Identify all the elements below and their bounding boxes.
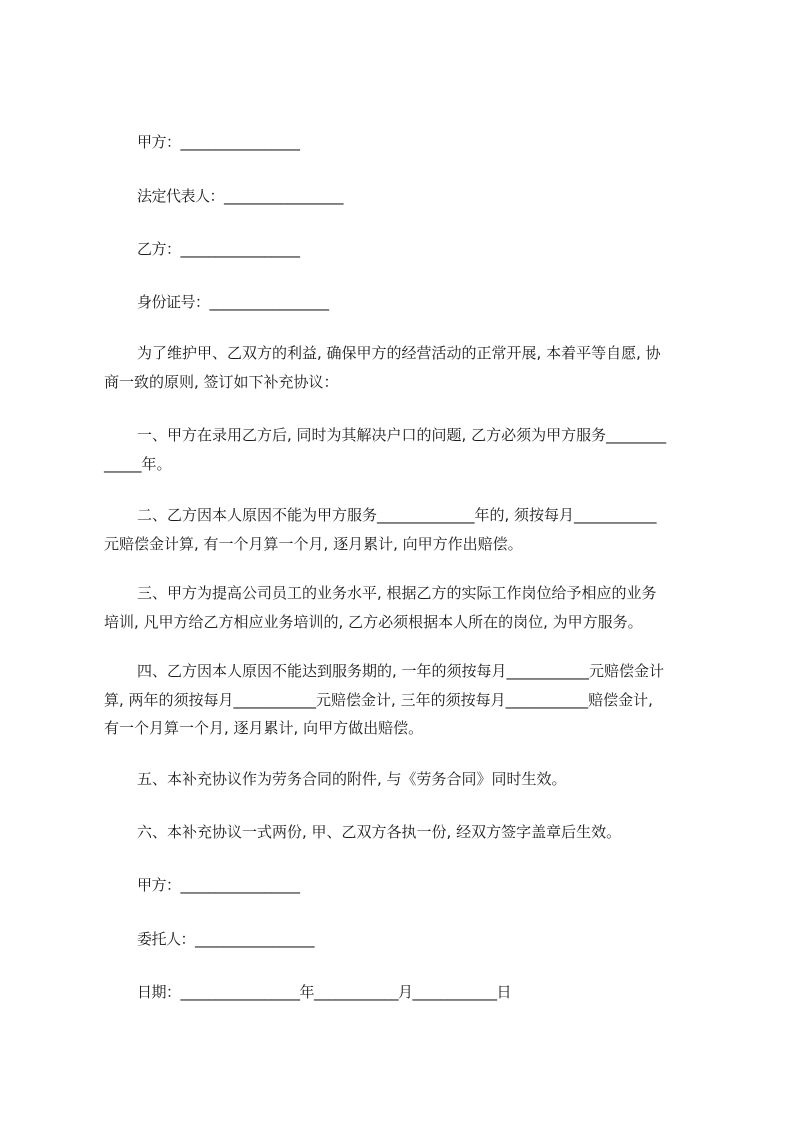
clause-line: 一、甲方在录用乙方后, 同时为其解决户口的问题, 乙方必须为甲方服务________ (137, 426, 667, 444)
clause-line: 三、甲方为提高公司员工的业务水平, 根据乙方的实际工作岗位给予相应的业务 (137, 584, 657, 602)
clause-4 (104, 657, 704, 743)
clause-5: 五、本补充协议作为劳务合同的附件, 与《劳务合同》同时生效。 (137, 770, 567, 788)
party-b-field: 乙方：_________________ (137, 240, 300, 258)
clause-3 (104, 579, 704, 636)
id-number-field: 身份证号：_________________ (137, 293, 329, 311)
clause-6: 六、本补充协议一式两份, 甲、乙双方各执一份, 经双方签字盖章后生效。 (137, 823, 622, 841)
clause-line: 二、乙方因本人原因不能为甲方服务_____________年的, 须按每月___________ (137, 506, 657, 524)
clause-line: 有一个月算一个月, 逐月累计, 向甲方做出赔偿。 (104, 719, 424, 737)
party-a-field: 甲方：_________________ (137, 133, 300, 151)
trustee-field: 委托人：_________________ (137, 930, 315, 948)
clause-line: _____年。 (104, 454, 172, 473)
intro-line: 为了维护甲、乙双方的利益, 确保甲方的经营活动的正常开展, 本着平等自愿, 协 (137, 344, 661, 362)
clause-line: 培训, 凡甲方给乙方相应业务培训的, 乙方必须根据本人所在的岗位, 为甲方服务。 (104, 612, 643, 631)
clause-2 (104, 501, 704, 558)
clause-line: 算, 两年的须按每月___________元赔偿金计, 三年的须按每月___________赔偿金计, (104, 690, 653, 709)
clause-line: 四、乙方因本人原因不能达到服务期的, 一年的须按每月___________元赔偿金计 (137, 662, 665, 680)
intro-paragraph (104, 339, 704, 396)
clause-1 (104, 421, 704, 478)
party-a-signature-field: 甲方：_________________ (137, 876, 300, 894)
legal-representative-field: 法定代表人：_________________ (137, 187, 344, 205)
intro-line: 商一致的原则, 签订如下补充协议： (104, 372, 339, 391)
date-field: 日期：_________________年____________月____________日 (137, 983, 512, 1001)
clause-line: 元赔偿金计算, 有一个月算一个月, 逐月累计, 向甲方作出赔偿。 (104, 534, 523, 553)
